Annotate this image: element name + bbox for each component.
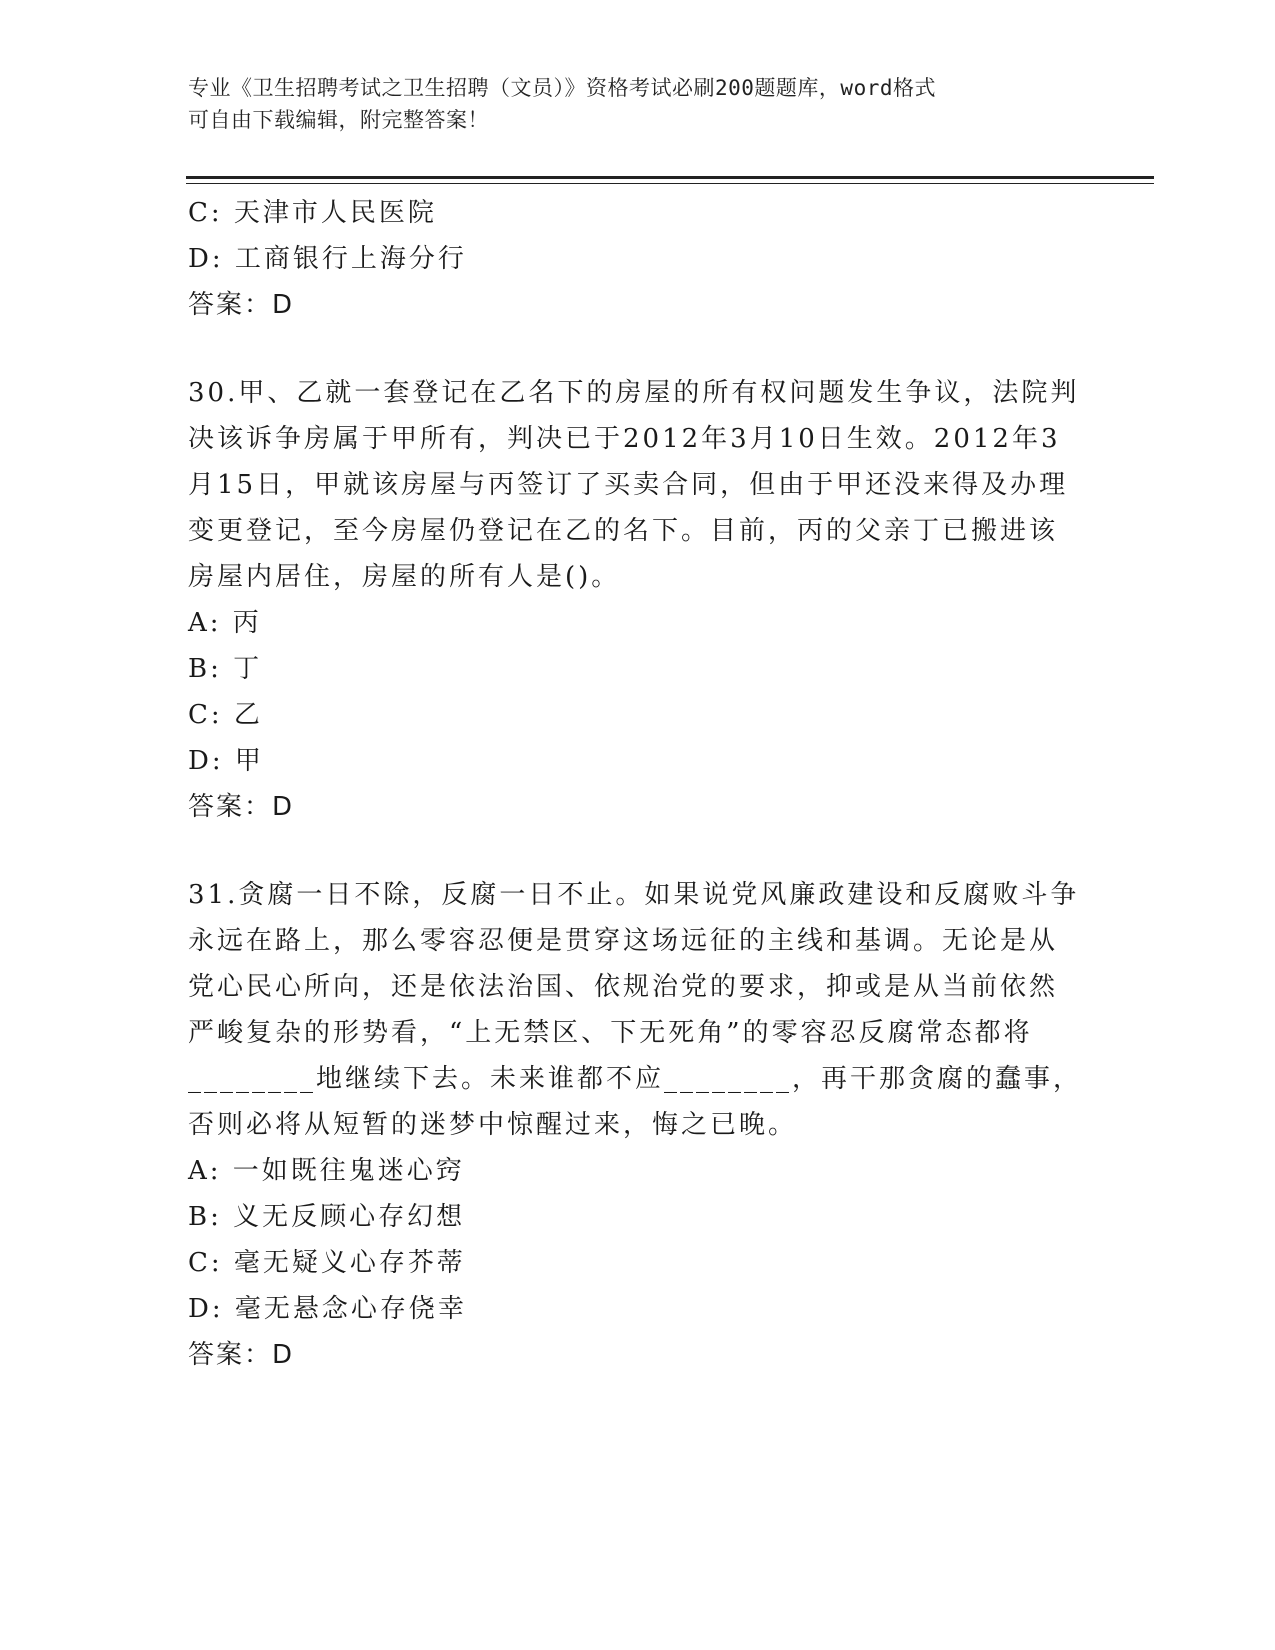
option-c: C: 乙 [188,700,263,730]
question-line: 30.甲、乙就一套登记在乙名下的房屋的所有权问题发生争议，法院判 [188,378,1080,408]
document-body [188,190,1083,1378]
question-line: 月15日，甲就该房屋与丙签订了买卖合同，但由于甲还没来得及办理 [188,470,1069,500]
header-rule-thin [186,183,1154,184]
prev-question-block [188,190,1078,328]
question-line: 严峻复杂的形势看，“上无禁区、下无死角”的零容忍反腐常态都将 [188,1018,1033,1048]
question-line: 31.贪腐一日不除，反腐一日不止。如果说党风廉政建设和反腐败斗争 [188,880,1080,910]
question-31-text [188,872,1083,1148]
question-line: 党心民心所向，还是依法治国、依规治党的要求，抑或是从当前依然 [188,972,1059,1002]
option-d: D: 甲 [188,746,264,776]
answer-line: 答案：D [188,792,295,822]
question-30-text [188,370,1078,600]
option-a: A: 一如既往鬼迷心窍 [188,1156,465,1186]
question-line: 否则必将从短暂的迷梦中惊醒过来，悔之已晚。 [188,1110,798,1140]
option-d: D: 工商银行上海分行 [188,244,467,274]
option-c: C: 天津市人民医院 [188,198,437,228]
question-line: 决该诉争房属于甲所有，判决已于2012年3月10日生效。2012年3 [188,424,1061,454]
question-31-block [188,872,1083,1378]
question-line: 永远在路上，那么零容忍便是贯穿这场远征的主线和基调。无论是从 [188,926,1059,956]
question-30-block [188,370,1078,830]
option-d: D: 毫无悬念心存侥幸 [188,1294,467,1324]
header-line-1: 专业《卫生招聘考试之卫生招聘（文员）》资格考试必刷200题题库，word格式 [188,76,936,100]
question-line: 房屋内居住，房屋的所有人是()。 [188,562,621,592]
spacer [188,830,1078,872]
option-b: B: 丁 [188,654,263,684]
option-a: A: 丙 [188,608,262,638]
option-b: B: 义无反顾心存幻想 [188,1202,466,1232]
option-c: C: 毫无疑义心存芥蒂 [188,1248,466,1278]
answer-line: 答案：D [188,290,295,320]
page-header [188,72,1088,136]
answer-line: 答案：D [188,1340,295,1370]
header-rule-thick [186,176,1154,179]
question-line: 变更登记，至今房屋仍登记在乙的名下。目前，丙的父亲丁已搬进该 [188,516,1059,546]
spacer [188,328,1078,370]
header-line-2: 可自由下载编辑，附完整答案！ [188,108,489,132]
question-line: ________地继续下去。未来谁都不应________，再干那贪腐的蠢事， [188,1064,1083,1094]
